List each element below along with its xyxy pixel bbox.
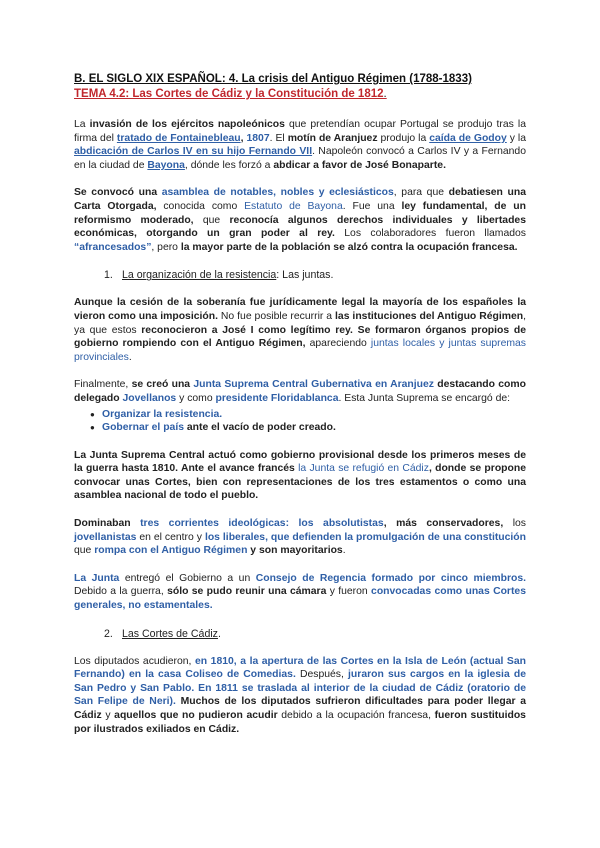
text-bold: Se convocó una: [74, 187, 162, 199]
text-bold: las instituciones del Antiguo Régimen: [335, 310, 524, 322]
text: .: [128, 351, 132, 363]
text: entregó el Gobierno a un: [119, 572, 256, 584]
text: apareciendo: [305, 338, 371, 350]
text: que: [193, 214, 230, 226]
text-bold: Aunque la cesión de la soberanía fue jurídicamente legal la mayoría de los españoles la vieron como una imposición.: [74, 297, 526, 322]
text-bold: abdicar a favor de José Bonaparte.: [273, 159, 446, 171]
text-bold: motín de Aranjuez: [287, 132, 378, 144]
text-blue: rompa con el Antiguo Régimen: [94, 545, 248, 557]
text: . Napoleón convocó a Carlos IV y a Fernando en la ciudad de: [74, 146, 526, 171]
text-bold: sólo se pudo reunir una cámara: [167, 586, 327, 598]
text: Finalmente,: [74, 379, 132, 391]
text: La: [74, 119, 90, 130]
text-blue: Junta Suprema Central Gubernativa en Aranjuez: [193, 379, 434, 391]
paragraph-gobierno-provisional: [74, 449, 526, 503]
text: Los diputados acudieron,: [74, 655, 195, 667]
text-blue: convocadas como unas Cortes generales, no estamentales.: [74, 586, 526, 612]
topic-heading: [74, 87, 526, 102]
text: debido a la ocupación francesa,: [277, 710, 435, 721]
text: y fueron: [326, 586, 372, 598]
text-bold: , donde se propone convocar unas Cortes, bien con representaciones de los tres estamentos o como una asamblea nacional de todo el pueblo.: [74, 463, 526, 502]
text: . El: [269, 132, 288, 144]
text: Después,: [295, 669, 349, 681]
bullet-list: [74, 408, 526, 435]
text-bold: Dominaban: [74, 518, 141, 530]
text-bold: Muchos de los diputados sufrieron dificultades para poder llegar a Cádiz: [74, 696, 526, 721]
text: , pero: [151, 241, 181, 253]
section-title-rest: : Las juntas.: [276, 269, 334, 282]
section-title: Las Cortes de Cádiz: [122, 627, 218, 640]
document-title: B. EL SIGLO XIX ESPAÑOL: 4. La crisis del Antiguo Régimen (1788-1833): [74, 73, 472, 85]
paragraph-diputados: [74, 655, 526, 737]
text-blue: Jovellanos: [122, 392, 177, 404]
text: que pretendían ocupar Portugal se produjo tras la firma del: [74, 119, 526, 144]
text-bold: destacando como delegado: [74, 379, 526, 404]
text: .: [342, 545, 346, 557]
text-blue: La Junta: [74, 572, 120, 584]
section-title: La organización de la resistencia: [122, 269, 277, 282]
text: No fue posible recurrir a: [217, 310, 336, 322]
text-bold: la mayor parte de la población se alzó contra la ocupación francesa.: [180, 241, 518, 253]
text-blue: Gobernar el país: [102, 422, 184, 434]
section-heading-2: [104, 627, 526, 641]
link-bayona[interactable]: Bayona: [147, 159, 185, 171]
text-blue: juntas locales y juntas supremas provinciales: [74, 338, 527, 363]
paragraph-cesion: [74, 296, 526, 364]
section-number: 2.: [104, 627, 113, 640]
text-bold: debatiesen una Carta Otorgada,: [74, 187, 526, 212]
paragraph-invasion: [74, 118, 526, 172]
paragraph-junta-suprema: [74, 378, 526, 405]
text: en el centro: [136, 531, 194, 543]
section-title-rest: .: [217, 627, 221, 640]
text: y: [101, 710, 115, 721]
text-blue: Organizar la resistencia.: [102, 408, 223, 420]
text-blue: juraron sus cargos en la iglesia de San Pedro y San Pablo. En 1811 se traslada al interior de la ciudad de Cádiz (oratorio de San Felipe de Neri).: [74, 669, 527, 708]
text-bold: invasión de los ejércitos napoleónicos: [89, 119, 285, 130]
text-blue: Estatuto de Bayona: [244, 200, 343, 212]
text-bold: ley fundamental, de un reformismo moderado,: [74, 200, 526, 226]
link-abdicacion[interactable]: abdicación de Carlos IV en su hijo Fernando VII: [74, 146, 313, 158]
text: Los colaboradores fueron llamados: [334, 228, 526, 240]
text-blue: los liberales, que defienden la promulgación de una constitución: [204, 531, 526, 543]
text-bold: fueron sustituidos por ilustrados exiliados en Cádiz.: [74, 710, 526, 735]
text: los: [503, 518, 527, 530]
list-item: [90, 408, 526, 422]
text-blue: Consejo de Regencia formado por cinco miembros.: [255, 572, 527, 584]
text: . Fue una: [342, 200, 402, 212]
text-blue: 1807: [246, 132, 270, 144]
text-blue: asamblea de notables, nobles y eclesiásticos: [161, 187, 394, 199]
topic-heading-end: .: [383, 88, 387, 100]
text: produjo la: [377, 132, 430, 144]
text-bold: y son mayoritarios: [247, 545, 343, 557]
text-blue: “afrancesados”: [74, 241, 152, 253]
text-bold: aquellos que no pudieron acudir: [114, 710, 278, 721]
text: , dónde les forzó a: [184, 159, 274, 171]
paragraph-regencia: [74, 572, 526, 613]
text-blue: en 1810, a la apertura de las Cortes en la Isla de León (actual San Fernando) en la casa Coliseo de Comedias.: [74, 655, 526, 681]
text: y como: [176, 392, 216, 404]
text: y la: [506, 132, 526, 144]
text: . Esta Junta Suprema se encargó de:: [338, 392, 511, 404]
text-bold: ante el vacío de poder creado.: [184, 422, 336, 434]
section-number: 1.: [104, 269, 113, 282]
link-godoy[interactable]: caída de Godoy: [429, 132, 507, 144]
text: , para que: [393, 187, 449, 199]
text: ,: [240, 132, 247, 144]
section-heading-1: [104, 268, 526, 282]
text-bold: La Junta Suprema Central actuó como gobierno provisional desde los primeros meses de la guerra hasta 1810. Ante el avance francés: [74, 449, 526, 475]
text: conocida como: [156, 200, 245, 212]
text-blue: la Junta se refugió en Cádiz: [298, 463, 429, 475]
topic-heading-text: TEMA 4.2: Las Cortes de Cádiz y la Constitución de 1812: [74, 88, 384, 100]
paragraph-corrientes: [74, 517, 526, 558]
list-item: [90, 421, 526, 435]
text-bold: , más conservadores,: [383, 518, 504, 530]
paragraph-bayona: [74, 186, 526, 254]
text-bold: reconocía algunos derechos individuales y libertades económicas, otorgando un gran poder al rey.: [74, 214, 526, 240]
text-blue: presidente Floridablanca: [215, 392, 339, 404]
link-fontainebleau[interactable]: tratado de Fontainebleau: [116, 132, 241, 144]
text-blue: tres corrientes ideológicas: los absolutistas: [140, 518, 384, 530]
text: y: [193, 531, 205, 543]
text-bold: se creó una: [131, 379, 194, 391]
text: que: [74, 545, 95, 557]
text: Debido a la guerra,: [74, 586, 168, 598]
text-blue: jovellanistas: [74, 531, 137, 543]
text: , ya que estos: [74, 310, 527, 336]
text-bold: reconocieron a José I como legítimo rey. Se formaron órganos propios de gobierno rompiendo con el Antiguo Régimen,: [74, 324, 526, 350]
